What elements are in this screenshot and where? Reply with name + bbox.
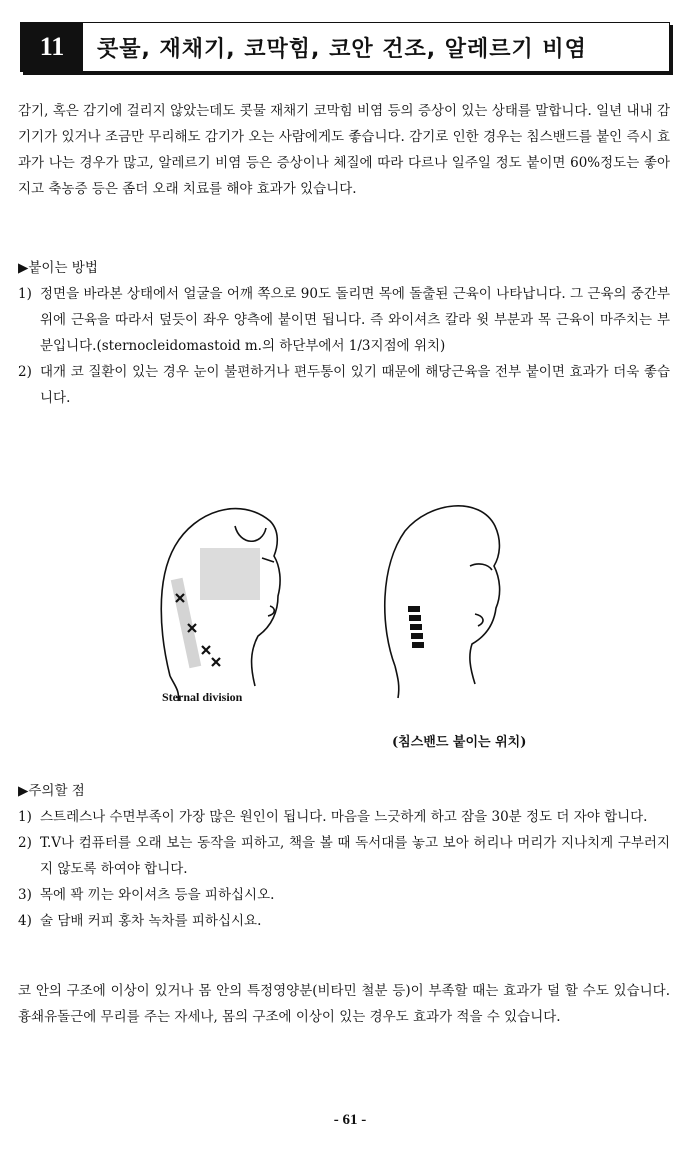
intro-section	[18, 98, 670, 202]
neck-illustration	[150, 486, 570, 716]
item-number: 2)	[18, 835, 32, 851]
caution-section	[18, 778, 670, 934]
method-heading: ▶붙이는 방법	[18, 260, 98, 276]
item-text: 대개 코 질환이 있는 경우 눈이 불편하거나 편두통이 있기 때문에 해당근육을 전부 붙이면 효과가 더욱 좋습니다.	[40, 364, 670, 406]
list-item	[18, 359, 670, 411]
item-number: 1)	[18, 809, 32, 825]
figure-caption-right: (침스밴드 붙이는 위치)	[392, 735, 527, 750]
item-text: 술 담배 커피 홍차 녹차를 피하십시요.	[40, 913, 262, 929]
item-number: 1)	[18, 286, 32, 302]
list-item	[18, 281, 670, 359]
figure-caption-left: Sternal division	[162, 690, 243, 704]
item-number: 2)	[18, 364, 32, 380]
shading-pattern	[171, 548, 260, 668]
chapter-header	[20, 22, 670, 72]
item-text: 목에 꽉 끼는 와이셔츠 등을 피하십시오.	[40, 887, 275, 903]
method-section	[18, 255, 670, 411]
caution-heading: ▶주의할 점	[18, 783, 85, 799]
head-right-figure	[385, 506, 500, 698]
band-position-marks	[408, 606, 424, 648]
list-item	[18, 908, 670, 934]
list-item	[18, 882, 670, 908]
chapter-number: 11	[21, 23, 83, 71]
item-text: 정면을 바라본 상태에서 얼굴을 어깨 쪽으로 90도 돌리면 목에 돌출된 근육이 나타납니다. 그 근육의 중간부위에 근육을 따라서 덮듯이 좌우 양측에 붙이면 됩니다. 즉 와이셔츠 칼라 윗 부분과 목 근육이 마주치는 부분입니다.(sternocleidomastoid m.의 하단부에서 1/3지점에 위치)	[40, 286, 670, 354]
item-number: 4)	[18, 913, 32, 929]
item-text: T.V나 컴퓨터를 오래 보는 동작을 피하고, 책을 볼 때 독서대를 놓고 보아 허리나 머리가 지나치게 구부러지지 않도록 하여야 합니다.	[40, 835, 670, 877]
item-text: 스트레스나 수면부족이 가장 많은 원인이 됩니다. 마음을 느긋하게 하고 잠을 30분 정도 더 자야 합니다.	[40, 809, 648, 825]
chapter-title: 콧물, 재채기, 코막힘, 코안 건조, 알레르기 비염	[97, 36, 587, 62]
list-item	[18, 830, 670, 882]
list-item	[18, 804, 670, 830]
item-number: 3)	[18, 887, 32, 903]
method-list	[18, 281, 670, 411]
closing-paragraph: 코 안의 구조에 이상이 있거나 몸 안의 특정영양분(비타민 철분 등)이 부족할 때는 효과가 덜 할 수도 있습니다. 흉쇄유돌근에 무리를 주는 자세나, 몸의 구조에 이상이 있는 경우도 효과가 적을 수 있습니다.	[18, 983, 670, 1025]
intro-paragraph: 감기, 혹은 감기에 걸리지 않았는데도 콧물 재채기 코막힘 비염 등의 증상이 있는 상태를 말합니다. 일년 내내 감기기가 있거나 조금만 무리해도 감기가 오는 사람에게도 좋습니다. 감기로 인한 경우는 침스밴드를 붙인 즉시 효과가 나는 경우가 많고, 알레르기 비염 등은 증상이나 체질에 따라 다르나 일주일 정도 붙이면 60%정도는 좋아지고 축농증 등은 좀더 오래 치료를 해야 효과가 있습니다.	[18, 103, 670, 197]
closing-section	[18, 978, 670, 1030]
page-number: - 61 -	[333, 1112, 367, 1128]
caution-list	[18, 804, 670, 934]
